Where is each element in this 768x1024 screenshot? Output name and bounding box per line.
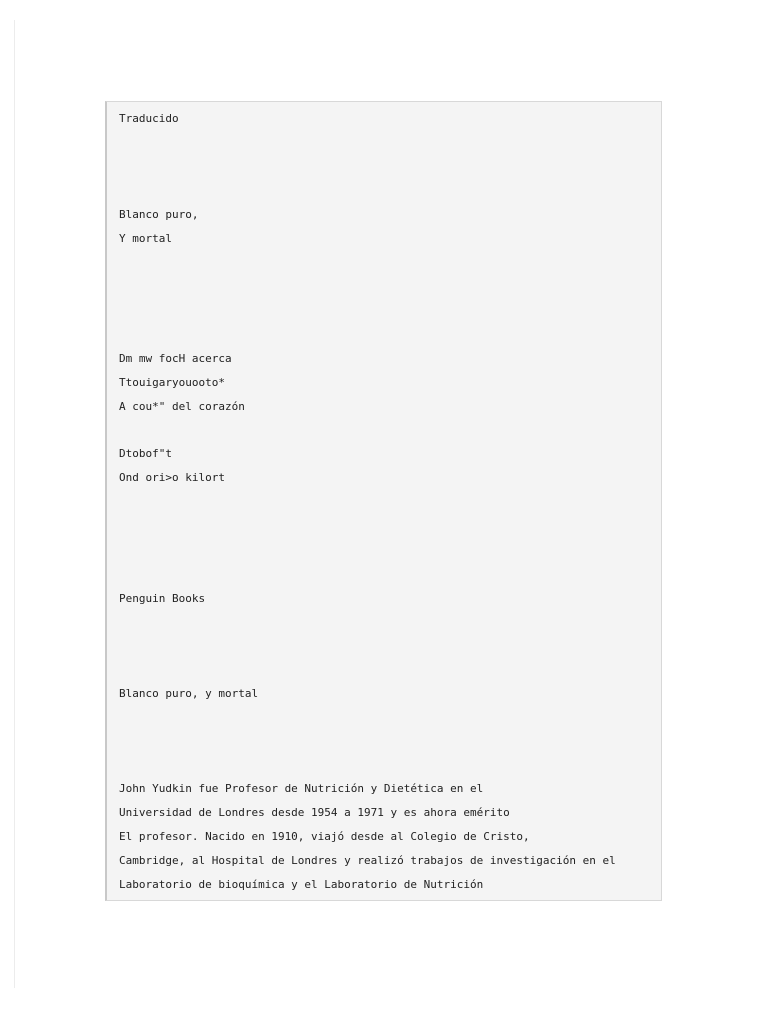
page-edge bbox=[14, 20, 15, 988]
publisher-line: Penguin Books bbox=[119, 592, 206, 605]
bio-line: John Yudkin fue Profesor de Nutrición y Dietética en el bbox=[119, 782, 484, 795]
ocr-line: A cou*" del corazón bbox=[119, 400, 245, 413]
bio-line: El profesor. Nacido en 1910, viajó desde al Colegio de Cristo, bbox=[119, 830, 530, 843]
title-line: Y mortal bbox=[119, 232, 172, 245]
book-title-line: Blanco puro, y mortal bbox=[119, 687, 259, 700]
ocr-line: Ttouigaryouooto* bbox=[119, 376, 225, 389]
title-line: Blanco puro, bbox=[119, 208, 199, 221]
header-label: Traducido bbox=[119, 112, 179, 125]
bio-line: Cambridge, al Hospital de Londres y realizó trabajos de investigación en el bbox=[119, 854, 616, 867]
translated-text-block bbox=[105, 101, 662, 901]
ocr-line: Ond ori>o kilort bbox=[119, 471, 225, 484]
ocr-line: Dm mw focH acerca bbox=[119, 352, 232, 365]
bio-line: Laboratorio de bioquímica y el Laboratorio de Nutrición bbox=[119, 878, 484, 891]
ocr-line: Dtobof"t bbox=[119, 447, 172, 460]
bio-line: Universidad de Londres desde 1954 a 1971 y es ahora emérito bbox=[119, 806, 510, 819]
